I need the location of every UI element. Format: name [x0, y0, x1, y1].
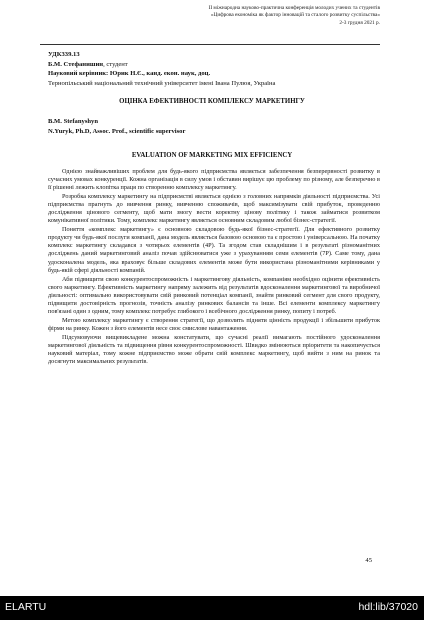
university-line: Тернопільський національний технічний університет імені Івана Пулюя, Україна: [48, 79, 276, 87]
footer-bar: [0, 596, 424, 620]
header-divider: [40, 44, 380, 45]
conference-line-1: ІІ міжнародна науково-практична конференція молодих учених та студентів: [208, 5, 380, 11]
handle-identifier: hdl:lib/37020: [358, 601, 418, 613]
article-title-en: EVALUATION OF MARKETING MIX EFFICIENCY: [131, 152, 293, 159]
english-author-block: [48, 117, 380, 136]
page-number: 45: [365, 557, 372, 564]
english-supervisor: N.Yurуk, Ph.D, Assoc. Prof., scientific supervisor: [48, 127, 186, 135]
paragraph-1: Однією знайважливіших проблем для будь-якого підприємства являється забезпечення безперервності розвитку в сучасних умовах конкуренції. Кожна організація в силу умов і обставин вирішує цю проблему по різному, але безперечно в її рішенні лежить клопітка праця по створенню комплексу маркетингу.: [48, 168, 380, 192]
udk-code: УДК339.13: [48, 51, 80, 58]
article-body: [48, 168, 380, 367]
english-author: B.M. Stefanyshyn: [48, 118, 99, 125]
author-name: Б.М. Стефанишин: [48, 60, 104, 68]
supervisor-line: Науковий керівник: Юрик Н.Є., канд. екон. наук, доц.: [48, 70, 211, 78]
paragraph-4: Аби підвищити свою конкурентоспроможність і маркетингову діяльність, компаніям необхідно оцінити ефективність свого маркетингу. Ефективність маркетингу напряму залежить від результатів вдосконалення маркетингової та виробничої діяльності: оптимально використовувати свій ринковий потенціал компанії, знайти ринковий сегмент для свого продукту, підвищити достовірність прогнозів, точність аналізу ринкових балансів та інше. Всі елементи комплексу маркетингу пов'язані один з одним, тому комплекс потребує глибокого і всебічного дослідження ринку, попиту і потреб.: [48, 275, 380, 315]
paragraph-2: Розробка комплексу маркетингу на підприємстві являється однією з головних напрямків діяльності підприємства. Усі підприємства прагнуть до вивчення ринку, вивченню споживачів, щоб максимізувати свій прибуток, проведенню дослідження цінового сегменту, щоб мати змогу вести коректну цінову політику і також займатися розвитком комунікативної політики. Тому, комплекс маркетингу являється основним складовим любої бізнес-стратегії.: [48, 193, 380, 225]
paragraph-5: Метою комплексу маркетингу є створення стратегії, що дозволить підняти цінність продукції і збільшити прибуток фірми на ринку. Кожен з його елементів несе своє смислове навантаження.: [48, 316, 380, 332]
conference-line-2: «Цифрова економіка як фактор інновацій та сталого розвитку суспільства»: [210, 12, 380, 19]
repository-name: ELARTU: [5, 601, 47, 613]
conference-header: [40, 5, 380, 27]
author-role: , студент: [103, 60, 128, 68]
conference-date: 2-3 грудня 2021 р.: [339, 19, 380, 26]
article-title-ua: ОЦІНКА ЕФЕКТИВНОСТІ КОМПЛЕКСУ МАРКЕТИНГУ: [119, 98, 305, 105]
author-line: [48, 60, 380, 70]
paragraph-6: Підсумовуючи вищевикладене можна констатувати, що сучасні реалії вимагають постійного удосконалення маркетингової діяльність та підвищення рівня конкурентоспроможності. Швидко змінюються пріоритети та накопичується науковий матеріал, тому кожне підприємство може обрати свій комплекс маркетингу, щоб вийти з ним на ринок та досягнути максимальних результатів.: [48, 333, 380, 366]
paragraph-3: Поняття «комплекс маркетингу» є основною складовою будь-якої бізнес-стратегії. Для ефективного розвитку продукту чи будь-якої послуги компанії, дана модель являється базовою основою та є простою і універсальною. На початку комплекс маркетингу складався з чотирьох елементів (4Р). Та згодом став складнішим і в результаті різноманітних досліджень даний маркетинговий аналіз почав здійснюватися уже з урахуванням семи елементів (7Р). Саме тому, дана удосконалена модель, яка враховує більше складових елементів може бути використана різноманітними керівниками у будь-якій сфері діяльності компаній.: [48, 226, 380, 274]
author-block: [48, 50, 380, 88]
